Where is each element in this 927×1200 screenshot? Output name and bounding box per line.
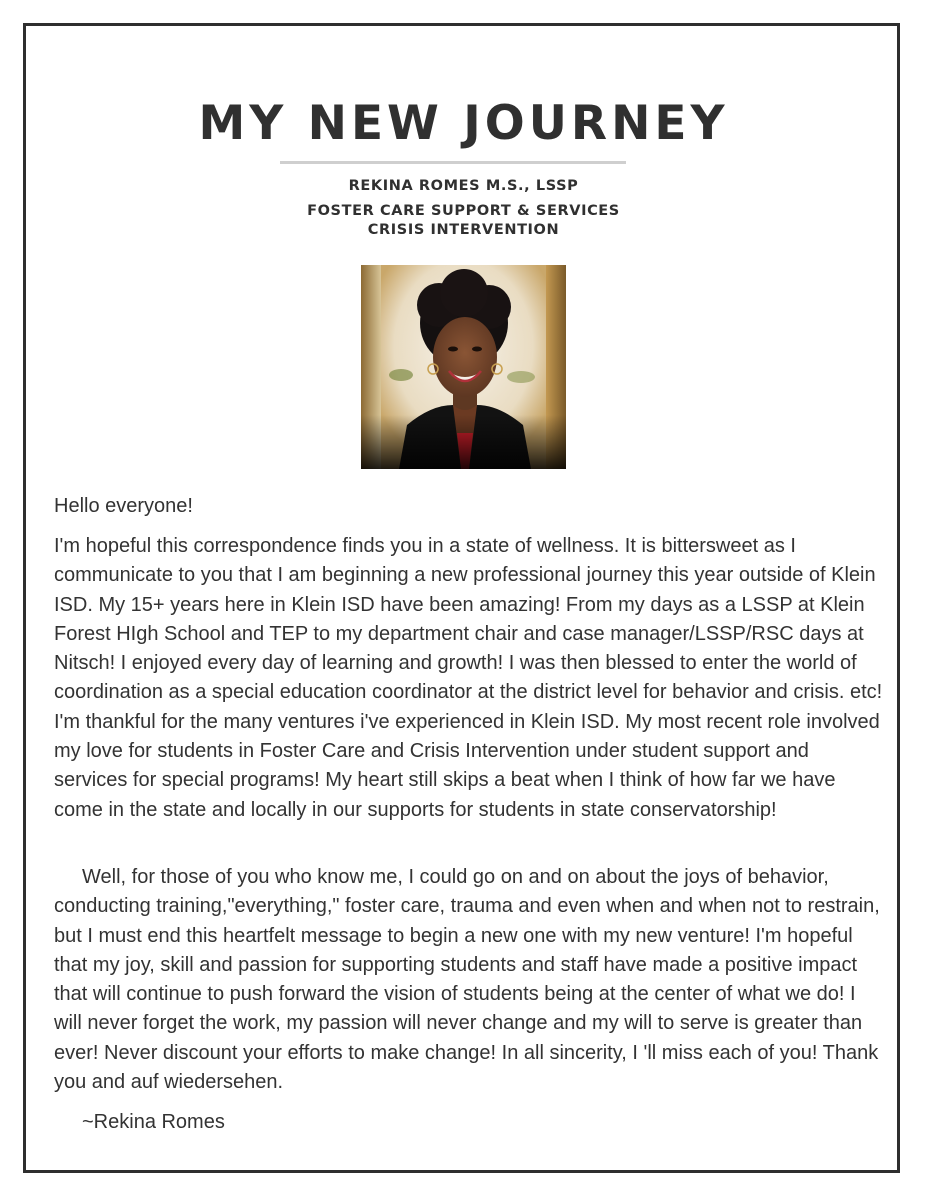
letter-signoff: ~Rekina Romes	[82, 1111, 225, 1133]
letter-paragraph-2: Well, for those of you who know me, I could go on and on about the joys of behavior, conducting training,"everything," foster care, trauma and even when and when not to restrain, but I must end this heartfelt message to begin a new one with my new venture! I'm hopeful that my joy, skill and passion for supporting students and staff have made a positive impact that will continue to push forward the vision of students being at the center of what we do! I will never forget the work, my passion will never change and my will to serve is greater than ever! Never discount your efforts to make change! In all sincerity, I 'll miss each of you! Thank you and auf wiedersehen.	[54, 866, 880, 1094]
author-name: REKINA ROMES M.S., LSSP	[348, 178, 579, 194]
letter-greeting: Hello everyone!	[54, 495, 193, 517]
author-photo	[361, 265, 566, 469]
page-title: MY NEW JOURNEY	[198, 96, 729, 151]
title-divider	[280, 161, 626, 164]
author-role-1: FOSTER CARE SUPPORT & SERVICES	[307, 203, 620, 219]
letter-paragraph-1: I'm hopeful this correspondence finds you in a state of wellness. It is bittersweet as I communicate to you that I am beginning a new professional journey this year outside of Klein ISD. My 15+ years here in Klein ISD have been amazing! From my days as a LSSP at Klein Forest HIgh School and TEP to my department chair and case manager/LSSP/RSC days at Nitsch! I enjoyed every day of learning and growth! I was then blessed to enter the world of coordination as a special education coordinator at the district level for behavior and crisis. etc! I'm thankful for the many ventures i've experienced in Klein ISD. My most recent role involved my love for students in Foster Care and Crisis Intervention under student support and services for special programs! My heart still skips a beat when I think of how far we have come in the state and locally in our supports for students in state conservatorship!	[54, 535, 883, 821]
author-role-2: CRISIS INTERVENTION	[367, 222, 560, 238]
